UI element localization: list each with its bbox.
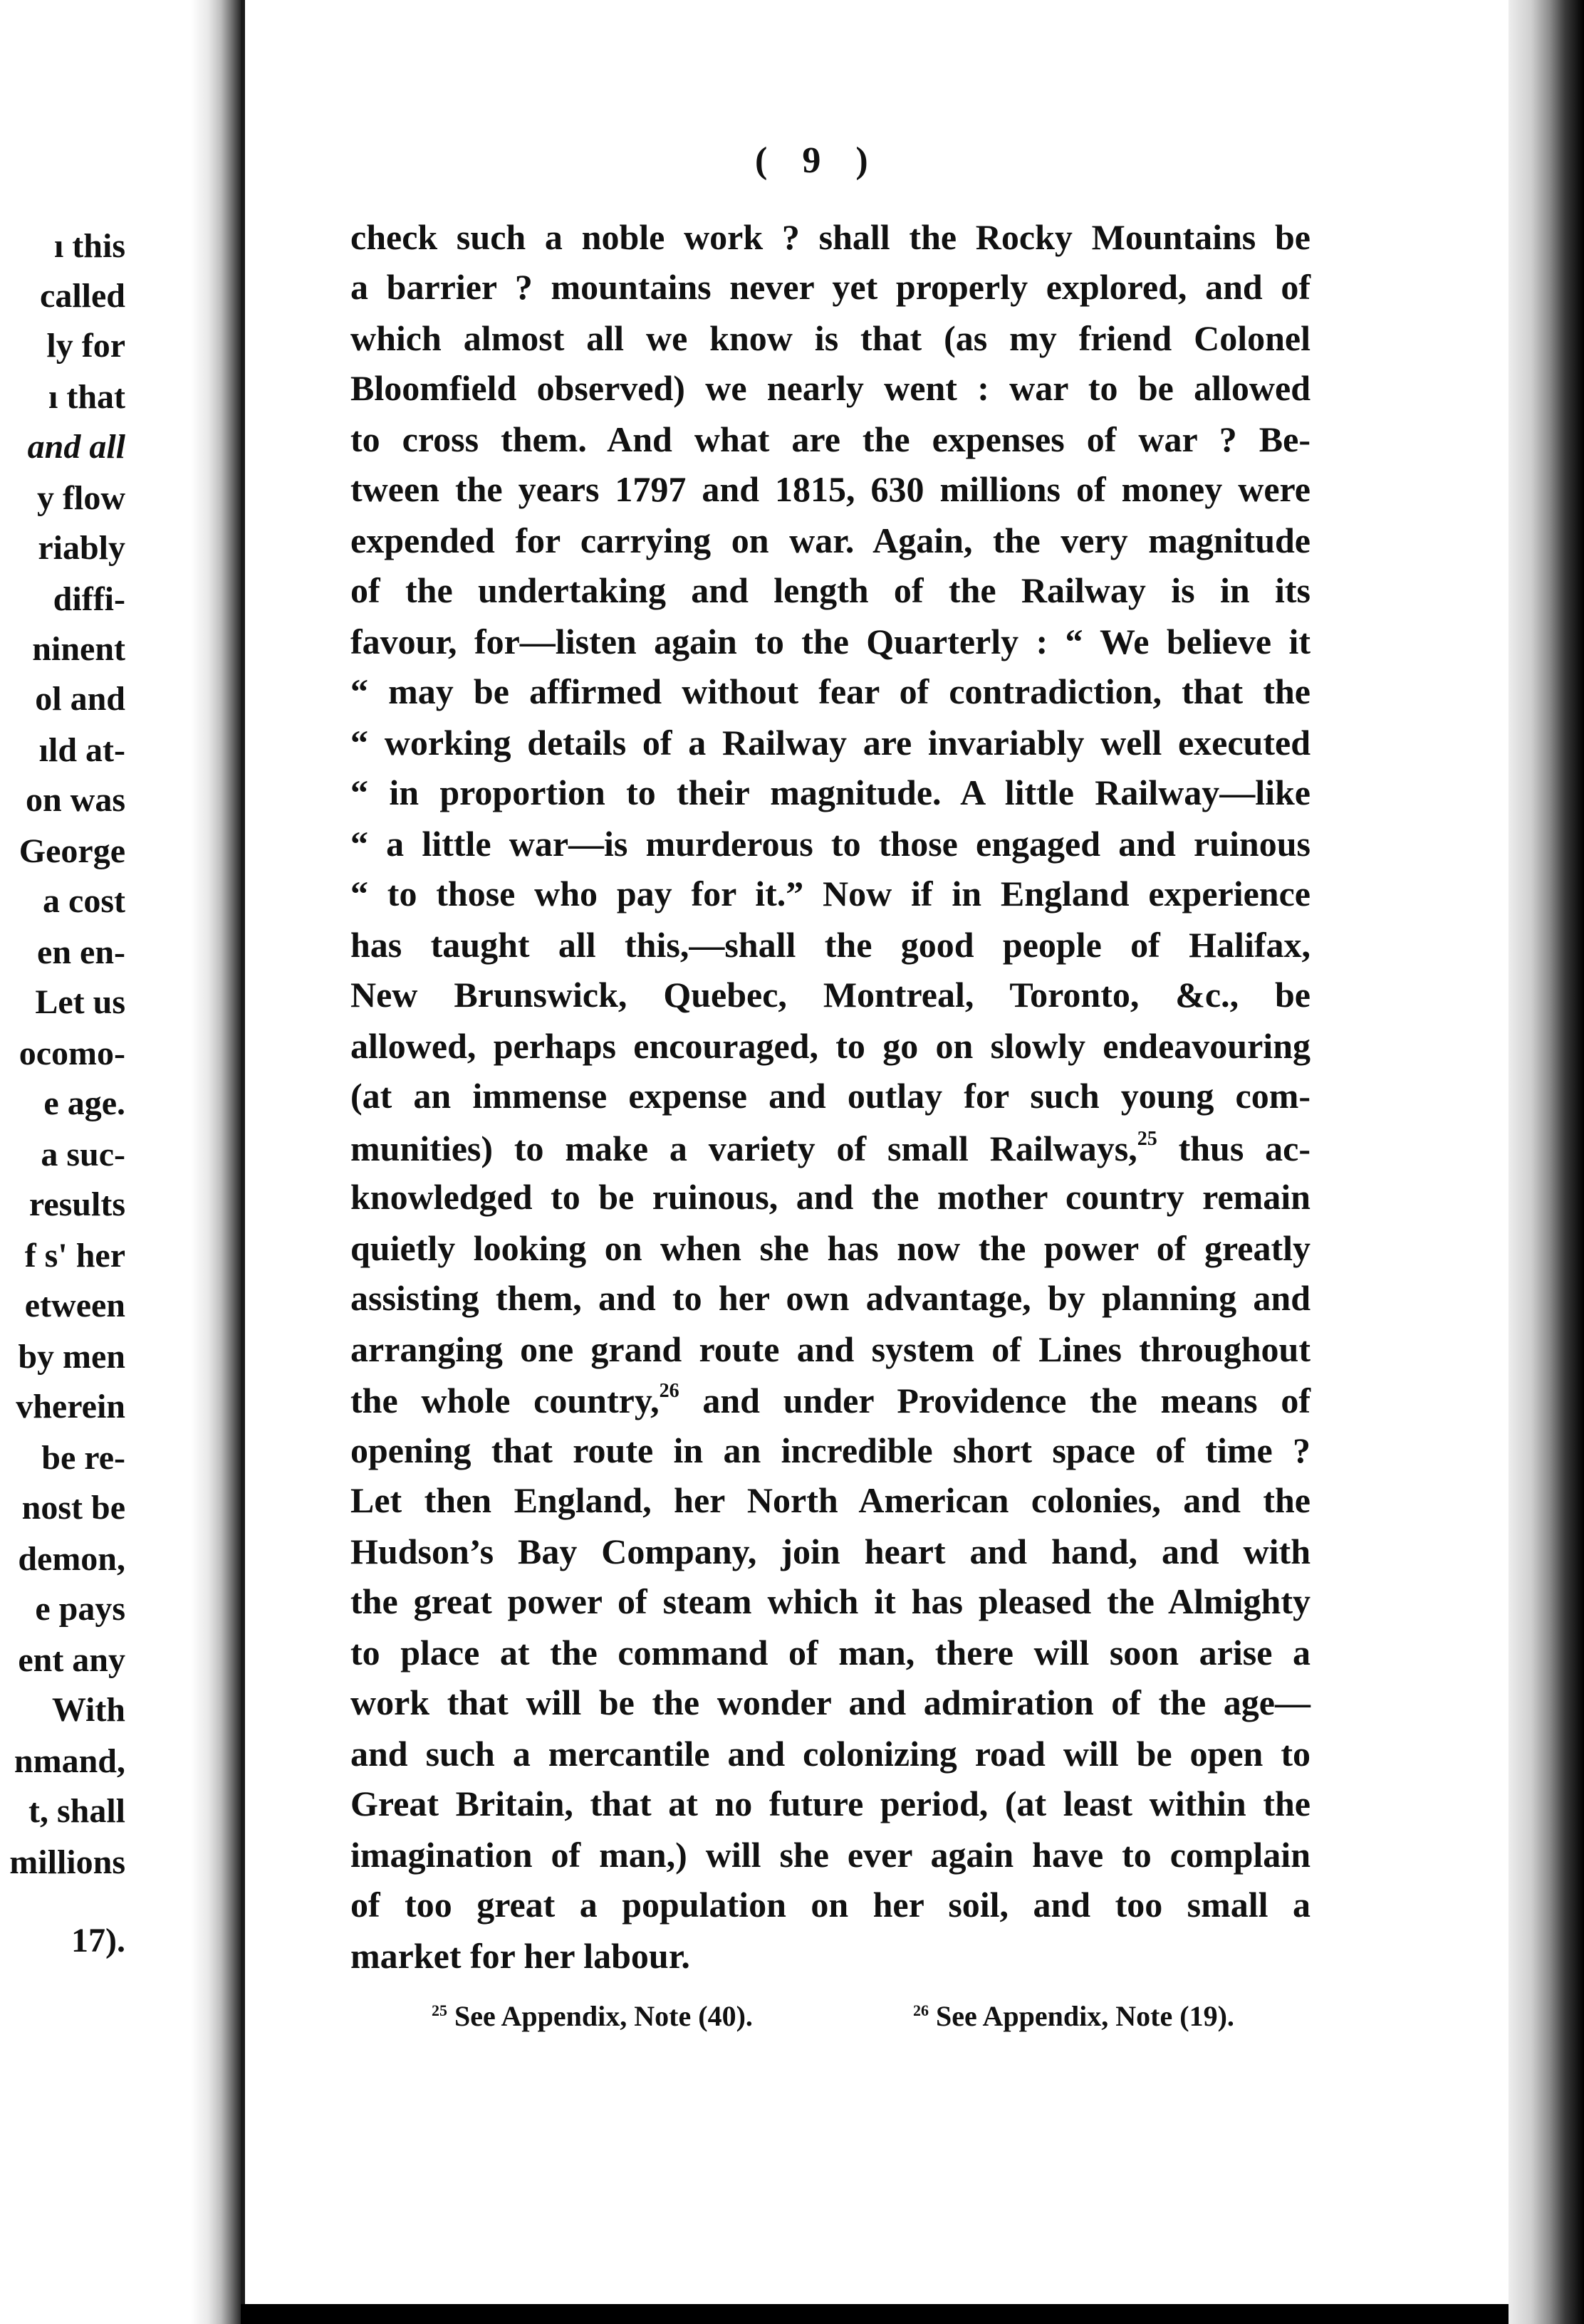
text-line: and such a mercantile and colonizing road will be open to <box>350 1734 1311 1774</box>
text-line: Bloomfield observed) we nearly went : war to be allowed <box>350 368 1311 408</box>
text-line: Let then England, her North American colonies, and the <box>350 1480 1311 1520</box>
page-edge <box>1509 0 1584 2324</box>
fragment-line: millions <box>9 1843 125 1881</box>
footnote-ref: 26 <box>659 1380 679 1402</box>
text-line: assisting them, and to her own advantage, by planning and <box>350 1278 1311 1318</box>
text-line: work that will be the wonder and admiration of the age— <box>350 1682 1311 1722</box>
text-line: has taught all this,—shall the good people of Halifax, <box>350 925 1311 965</box>
fragment-line: With <box>51 1691 125 1729</box>
text-line: New Brunswick, Quebec, Montreal, Toronto, &c., be <box>350 975 1311 1015</box>
text-segment: munities) to make a variety of small Railways, <box>350 1129 1137 1168</box>
text-line: Great Britain, that at no future period, (at least within the <box>350 1784 1311 1823</box>
text-line: “ may be affirmed without fear of contradiction, that the <box>350 671 1311 711</box>
text-line: the great power of steam which it has pleased the Almighty <box>350 1581 1311 1621</box>
fragment-line: Let us <box>35 983 125 1021</box>
text-line-with-footnote <box>350 1129 1311 1166</box>
text-line: “ working details of a Railway are invariably well executed <box>350 723 1311 763</box>
text-line: expended for carrying on war. Again, the very magnitude <box>350 520 1311 560</box>
text-line: “ in proportion to their magnitude. A little Railway—like <box>350 773 1311 812</box>
fragment-line: etween <box>24 1287 125 1324</box>
text-line: allowed, perhaps encouraged, to go on slowly endeavouring <box>350 1026 1311 1066</box>
fragment-line: called <box>40 277 125 315</box>
footnote-marker: 26 <box>913 2001 929 2019</box>
fragment-line: and all <box>27 428 125 466</box>
text-segment: and under Providence the means of <box>679 1381 1311 1420</box>
text-line: knowledged to be ruinous, and the mother country remain <box>350 1177 1311 1217</box>
text-line: Hudson’s Bay Company, join heart and hand, and with <box>350 1532 1311 1571</box>
fragment-line: t, shall <box>28 1792 125 1830</box>
text-line: a barrier ? mountains never yet properly explored, and of <box>350 267 1311 307</box>
fragment-line: e age. <box>43 1084 125 1122</box>
fragment-line: ent any <box>18 1641 125 1679</box>
fragment-line: demon, <box>18 1540 125 1578</box>
footnote-text: See Appendix, Note (19). <box>936 2000 1234 2032</box>
text-line: imagination of man,) will she ever again have to complain <box>350 1835 1311 1875</box>
text-line: “ to those who pay for it.” Now if in England experience <box>350 874 1311 914</box>
footnote-text: See Appendix, Note (40). <box>454 2000 753 2032</box>
page-number: ( 9 ) <box>755 140 881 181</box>
fragment-line: nost be <box>21 1489 125 1527</box>
fragment-line: by men <box>18 1338 125 1376</box>
text-line: check such a noble work ? shall the Rocky Mountains be <box>350 217 1311 257</box>
text-segment: thus ac- <box>1157 1129 1311 1168</box>
text-line: favour, for—listen again to the Quarterly : “ We believe it <box>350 622 1311 661</box>
text-line: which almost all we know is that (as my friend Colonel <box>350 318 1311 358</box>
fragment-line: a suc- <box>41 1136 125 1173</box>
text-line: “ a little war—is murderous to those engaged and ruinous <box>350 824 1311 864</box>
text-line-with-footnote <box>350 1381 1311 1418</box>
fragment-line: ol and <box>35 680 125 718</box>
fragment-line: results <box>28 1185 125 1223</box>
fragment-line: en en- <box>37 933 125 971</box>
fragment-line: a cost <box>43 882 125 920</box>
text-line: tween the years 1797 and 1815, 630 millions of money were <box>350 469 1311 509</box>
fragment-line: f s' her <box>24 1237 125 1274</box>
text-line: of the undertaking and length of the Railway is in its <box>350 570 1311 610</box>
fragment-line: ı this <box>53 227 125 265</box>
fragment-line: ninent <box>32 630 125 668</box>
text-line: arranging one grand route and system of Lines throughout <box>350 1329 1311 1369</box>
footnote-ref: 25 <box>1137 1128 1157 1150</box>
fragment-line: nmand, <box>14 1742 125 1780</box>
text-segment: the whole country, <box>350 1381 660 1420</box>
fragment-line: e pays <box>35 1590 125 1628</box>
fragment-line: ı that <box>48 378 125 416</box>
text-line: opening that route in an incredible short space of time ? <box>350 1430 1311 1470</box>
previous-page-fragment <box>0 0 191 2324</box>
fragment-line: ıld at- <box>38 731 125 769</box>
fragment-line: 17). <box>71 1922 125 1959</box>
text-line: to place at the command of man, there will soon arise a <box>350 1633 1311 1673</box>
fragment-line: diffi- <box>53 580 125 618</box>
text-line: to cross them. And what are the expenses of war ? Be- <box>350 419 1311 459</box>
fragment-line: be re- <box>41 1439 125 1477</box>
fragment-line: vherein <box>16 1388 125 1425</box>
text-line: (at an immense expense and outlay for such young com- <box>350 1076 1311 1116</box>
fragment-line: ly for <box>46 327 125 365</box>
footnote-marker: 25 <box>432 2001 447 2019</box>
footnote <box>432 1999 753 2033</box>
fragment-line: y flow <box>37 479 125 517</box>
fragment-line: George <box>19 832 125 870</box>
text-line: quietly looking on when she has now the power of greatly <box>350 1228 1311 1268</box>
fragment-line: on was <box>25 781 125 819</box>
text-line: market for her labour. <box>350 1936 690 1976</box>
text-line: of too great a population on her soil, and too small a <box>350 1885 1311 1925</box>
fragment-line: riably <box>38 529 125 567</box>
footnote <box>913 1999 1234 2033</box>
book-gutter <box>191 0 241 2324</box>
fragment-line: ocomo- <box>19 1035 125 1072</box>
